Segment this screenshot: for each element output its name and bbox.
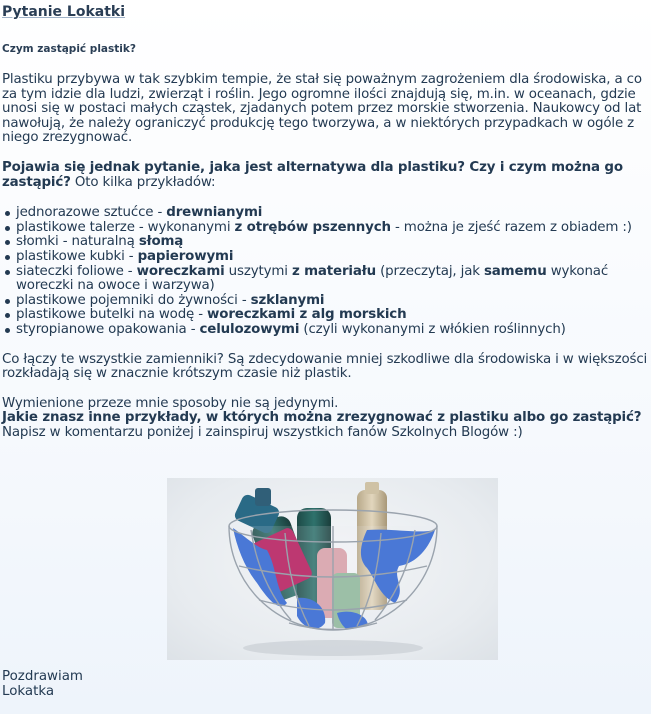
plastic-globe-image	[167, 478, 498, 660]
signature-greeting: Pozdrawiam	[2, 669, 83, 684]
globe-basket-illustration	[167, 478, 498, 660]
list-item: plastikowe talerze - wykonanymi z otrębów pszennych - można je zjeść razem z obiadem :)	[2, 221, 649, 236]
post-subtitle: Czym zastąpić plastik?	[2, 43, 136, 55]
question-paragraph	[2, 161, 649, 190]
article	[2, 0, 649, 440]
signature-name: Lokatka	[2, 683, 55, 699]
closing-line-2: Napisz w komentarzu poniżej i zainspiruj wszystkich fanów Szkolnych Blogów :)	[2, 424, 523, 440]
question-tail: Oto kilka przykładów:	[70, 174, 216, 190]
closing-paragraph	[2, 397, 649, 441]
list-item: jednorazowe sztućce - drewnianymi	[2, 206, 649, 221]
list-item: styropianowe opakowania - celulozowymi (czyli wykonanymi z włókien roślinnych)	[2, 323, 649, 338]
list-item: plastikowe kubki - papierowymi	[2, 250, 649, 265]
closing-question: Jakie znasz inne przykłady, w których można zrezygnować z plastiku albo go zastąpić?	[2, 410, 642, 426]
closing-line-1: Wymienione przeze mnie sposoby nie są jedynymi.	[2, 395, 339, 411]
intro-paragraph: Plastiku przybywa w tak szybkim tempie, że stał się poważnym zagrożeniem dla środowiska, a co za tym idzie dla ludzi, zwierząt i roślin. Jego ogromne ilości znajdują się, m.in. w oceanach, gdzie unosi się w postaci małych cząstek, zjadanych potem przez morskie stworzenia. Naukowcy od lat nawołują, że należy ograniczyć produkcję tego tworzywa, a w niektórych przypadkach w ogóle z niego zrezygnować.	[2, 72, 642, 146]
list-item: plastikowe butelki na wodę - woreczkami z alg morskich	[2, 308, 649, 323]
list-item: siateczki foliowe - woreczkami uszytymi z materiału (przeczytaj, jak samemu wykonać woreczki na owoce i warzywa)	[2, 265, 649, 294]
summary-paragraph: Co łączy te wszystkie zamienniki? Są zdecydowanie mniej szkodliwe dla środowiska i w większości rozkładają się w znacznie krótszym czasie niż plastik.	[2, 351, 648, 382]
samemu-link[interactable]: samemu	[483, 263, 547, 279]
list-item: słomki - naturalną słomą	[2, 235, 649, 250]
alternatives-list	[2, 206, 649, 337]
question-text: Pojawia się jednak pytanie, jaka jest alternatywa dla plastiku? Czy i czym można go zastąpić?	[2, 159, 623, 190]
signature	[2, 670, 83, 699]
list-item: plastikowe pojemniki do żywności - szklanymi	[2, 294, 649, 309]
post-title[interactable]: Pytanie Lokatki	[2, 4, 126, 20]
